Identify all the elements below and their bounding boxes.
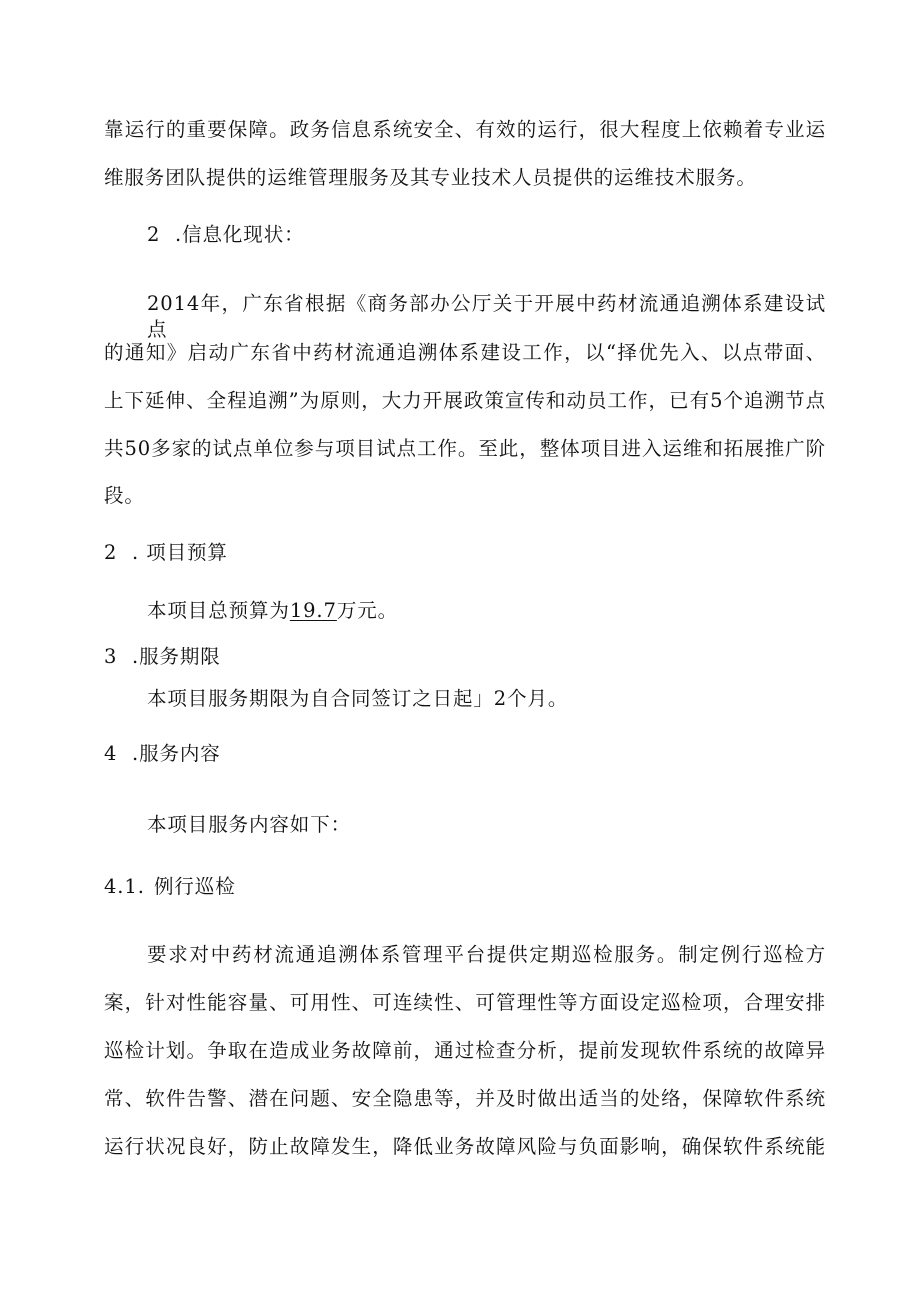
paragraph-line <box>147 942 826 968</box>
paragraph-text: 上下延伸、全程追溯”为原则，大力开展政策宣传和动员工作，已有5个追溯节点 <box>104 389 826 412</box>
budget-label: 本项目总预算为 <box>147 599 290 622</box>
paragraph-line <box>104 483 145 509</box>
section-heading-budget <box>104 540 228 566</box>
paragraph-line <box>147 291 826 343</box>
paragraph-text: 本项目服务期限为自合同签订之日起」2个月。 <box>147 687 569 710</box>
paragraph-text: 案，针对性能容量、可用性、可连续性、可管理性等方面设定巡检项，合理安排 <box>104 991 826 1014</box>
budget-unit: 万元。 <box>336 599 399 622</box>
paragraph-text: 巡检计划。争取在造成业务故障前，通过检查分析，提前发现软件系统的故障异 <box>104 1039 826 1062</box>
paragraph-text: 段。 <box>104 484 145 507</box>
section-title: .服务内容 <box>132 742 221 765</box>
budget-amount: 19.7 <box>289 599 337 622</box>
subsection-number: 4.1. <box>104 875 145 898</box>
section-number: 2 <box>104 541 118 564</box>
paragraph-text: 2014年，广东省根据《商务部办公厅关于开展中药材流通追溯体系建设试点 <box>147 292 826 341</box>
section-heading-informatization <box>147 222 305 248</box>
paragraph-text: 常、软件告警、潜在问题、安全隐患等，并及时做出适当的处络，保障软件系统 <box>104 1087 826 1110</box>
paragraph-line <box>104 388 826 414</box>
subsection-title: 例行巡检 <box>154 875 236 898</box>
content-intro-text <box>147 812 351 838</box>
paragraph-line <box>104 165 757 191</box>
period-text <box>147 686 568 712</box>
paragraph-line <box>104 117 826 143</box>
section-heading-period <box>104 644 221 670</box>
paragraph-line <box>104 990 826 1016</box>
paragraph-text: 运行状况良好，防止故障发生，降低业务故障风险与负面影响，确保软件系统能 <box>104 1135 826 1158</box>
section-heading-content <box>104 741 221 767</box>
section-title: . 项目预算 <box>132 541 228 564</box>
paragraph-line <box>104 1134 826 1160</box>
section-number: 4 <box>104 742 118 765</box>
paragraph-text: 共50多家的试点单位参与项目试点工作。至此，整体项目进入运维和拓展推广阶 <box>104 437 826 460</box>
subsection-heading-inspection <box>104 874 236 900</box>
paragraph-text: 靠运行的重要保障。政务信息系统安全、有效的运行，很大程度上依赖着专业运 <box>104 118 826 141</box>
budget-text <box>147 598 398 624</box>
paragraph-text: 要求对中药材流通追溯体系管理平台提供定期巡检服务。制定例行巡检方 <box>147 943 826 966</box>
section-number: 3 <box>104 645 118 668</box>
section-number: 2 <box>147 223 161 246</box>
paragraph-text: 维服务团队提供的运维管理服务及其专业技术人员提供的运维技术服务。 <box>104 166 757 189</box>
paragraph-line <box>104 340 826 366</box>
paragraph-line <box>104 1086 826 1112</box>
paragraph-line <box>104 436 826 462</box>
section-title: .信息化现状： <box>175 223 305 246</box>
paragraph-line <box>104 1038 826 1064</box>
section-title: .服务期限 <box>132 645 221 668</box>
paragraph-text: 的通知》启动广东省中药材流通追溯体系建设工作，以“择优先入、以点带面、 <box>104 341 826 364</box>
paragraph-text: 本项目服务内容如下： <box>147 813 352 836</box>
